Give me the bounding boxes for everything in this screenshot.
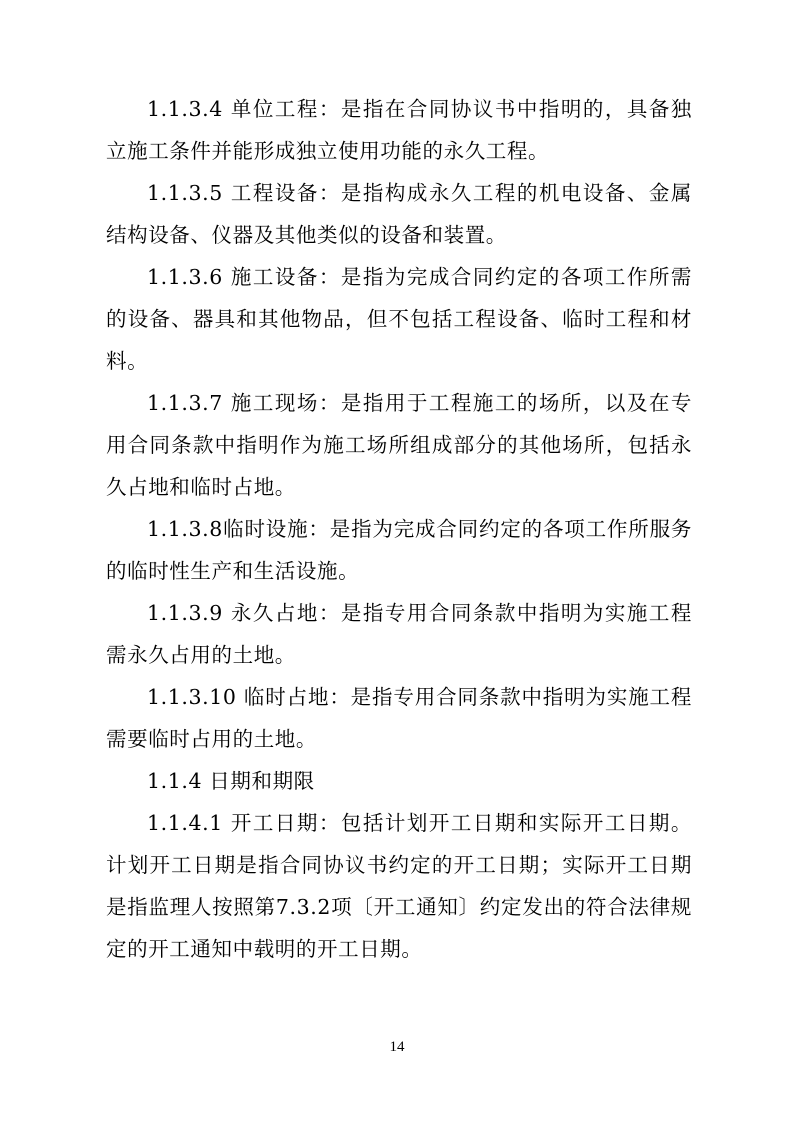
clause-1-1-3-8: 1.1.3.8临时设施：是指为完成合同约定的各项工作所服务的临时性生产和生活设施。 [106, 517, 692, 583]
clause-1-1-3-6: 1.1.3.6 施工设备：是指为完成合同约定的各项工作所需的设备、器具和其他物品，但不包括工程设备、临时工程和材料。 [106, 265, 692, 373]
section-heading-1-1-4: 1.1.4 日期和期限 [147, 769, 315, 793]
clause-1-1-4-1: 1.1.4.1 开工日期：包括计划开工日期和实际开工日期。计划开工日期是指合同协议书约定的开工日期；实际开工日期是指监理人按照第7.3.2项〔开工通知〕约定发出的符合法律规定的开工通知中载明的开工日期。 [106, 811, 692, 961]
clause-1-1-3-7: 1.1.3.7 施工现场：是指用于工程施工的场所，以及在专用合同条款中指明作为施工场所组成部分的其他场所，包括永久占地和临时占地。 [106, 391, 692, 499]
page-number: 14 [389, 1039, 405, 1055]
clause-1-1-3-10: 1.1.3.10 临时占地：是指专用合同条款中指明为实施工程需要临时占用的土地。 [106, 685, 692, 751]
document-body [106, 88, 692, 970]
clause-1-1-3-4: 1.1.3.4 单位工程：是指在合同协议书中指明的，具备独立施工条件并能形成独立使用功能的永久工程。 [106, 97, 692, 163]
clause-1-1-3-5: 1.1.3.5 工程设备：是指构成永久工程的机电设备、金属结构设备、仪器及其他类似的设备和装置。 [106, 181, 692, 247]
clause-1-1-3-9: 1.1.3.9 永久占地：是指专用合同条款中指明为实施工程需永久占用的土地。 [106, 601, 692, 667]
